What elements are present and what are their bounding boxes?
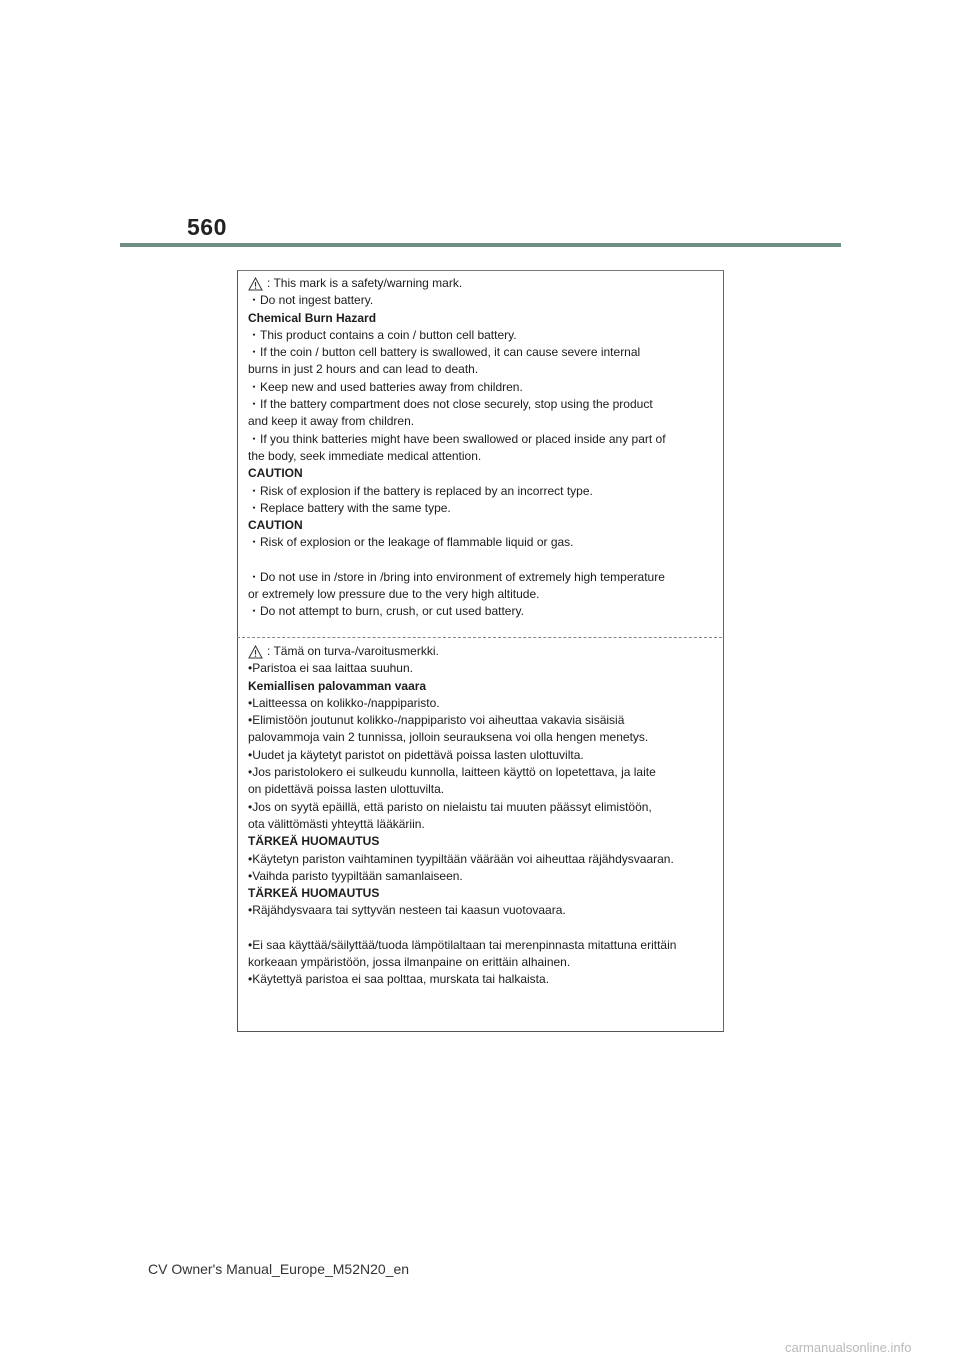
english-warning-lines <box>248 292 718 620</box>
warning-text-line: •Jos paristolokero ei sulkeudu kunnolla, laitteen käyttö on lopetettava, ja laite <box>248 765 656 780</box>
warning-triangle-icon <box>248 277 263 291</box>
warning-text-line: burns in just 2 hours and can lead to death. <box>248 362 479 377</box>
watermark: carmanualsonline.info <box>785 1340 912 1355</box>
warning-text-line: ・Keep new and used batteries away from children. <box>248 379 523 394</box>
finnish-warning-mark-line <box>248 643 718 660</box>
warning-text-line: •Vaihda paristo tyypiltään samanlaiseen. <box>248 868 463 883</box>
header-rule <box>120 243 841 247</box>
english-warning-mark-text: : This mark is a safety/warning mark. <box>267 276 463 290</box>
warning-text-line: ota välittömästi yhteyttä lääkäriin. <box>248 816 425 831</box>
warning-text-line: •Uudet ja käytetyt paristot on pidettävä poissa lasten ulottuvilta. <box>248 747 584 762</box>
warning-text-line: ・Do not use in /store in /bring into environment of extremely high temperature <box>248 569 665 584</box>
page-number: 560 <box>187 214 227 240</box>
section-heading: TÄRKEÄ HUOMAUTUS <box>248 834 380 849</box>
warning-text-line: •Paristoa ei saa laittaa suuhun. <box>248 661 413 676</box>
finnish-warning-section <box>248 643 718 989</box>
warning-text-line: ・If the battery compartment does not close securely, stop using the product <box>248 397 653 412</box>
warning-text-line: •Ei saa käyttää/säilyttää/tuoda lämpötilaltaan tai merenpinnasta mitattuna erittäin <box>248 937 677 952</box>
warning-text-line: ・This product contains a coin / button cell battery. <box>248 327 517 342</box>
warning-text-line: or extremely low pressure due to the very high altitude. <box>248 587 540 602</box>
warning-text-line: ・Risk of explosion if the battery is replaced by an incorrect type. <box>248 483 593 498</box>
warning-text-line: ・Replace battery with the same type. <box>248 500 451 515</box>
warning-text-line: •Räjähdysvaara tai syttyvän nesteen tai kaasun vuotovaara. <box>248 903 566 918</box>
warning-text-line: ・Risk of explosion or the leakage of flammable liquid or gas. <box>248 535 574 550</box>
warning-text-line: korkeaan ympäristöön, jossa ilmanpaine on erittäin alhainen. <box>248 955 571 970</box>
warning-text-line: ・If the coin / button cell battery is swallowed, it can cause severe internal <box>248 345 641 360</box>
language-divider <box>237 637 722 638</box>
warning-text-line: •Käytettyä paristoa ei saa polttaa, murskata tai halkaista. <box>248 972 550 987</box>
spacer <box>248 920 718 937</box>
finnish-warning-lines <box>248 660 718 988</box>
warning-text-line: ・Do not ingest battery. <box>248 293 374 308</box>
warning-text-line: ・If you think batteries might have been swallowed or placed inside any part of <box>248 431 666 446</box>
warning-text-line: and keep it away from children. <box>248 414 415 429</box>
warning-triangle-icon <box>248 645 263 659</box>
english-warning-section <box>248 275 718 621</box>
section-heading: Chemical Burn Hazard <box>248 310 377 325</box>
warning-text-line: palovammoja vain 2 tunnissa, jolloin seurauksena voi olla hengen menetys. <box>248 730 649 745</box>
warning-text-line: •Jos on syytä epäillä, että paristo on nielaistu tai muuten päässyt elimistöön, <box>248 799 652 814</box>
section-heading: TÄRKEÄ HUOMAUTUS <box>248 886 380 901</box>
spacer <box>248 552 718 569</box>
section-heading: CAUTION <box>248 518 303 533</box>
section-heading: CAUTION <box>248 466 303 481</box>
section-heading: Kemiallisen palovamman vaara <box>248 678 427 693</box>
warning-text-line: ・Do not attempt to burn, crush, or cut used battery. <box>248 604 524 619</box>
warning-text-line: •Käytetyn pariston vaihtaminen tyypiltään väärään voi aiheuttaa räjähdysvaaran. <box>248 851 674 866</box>
warning-text-line: •Laitteessa on kolikko-/nappiparisto. <box>248 695 440 710</box>
warning-text-line: •Elimistöön joutunut kolikko-/nappiparisto voi aiheuttaa vakavia sisäisiä <box>248 713 625 728</box>
english-warning-mark-line <box>248 275 718 292</box>
finnish-warning-mark-text: : Tämä on turva-/varoitusmerkki. <box>267 644 439 658</box>
warning-text-line: on pidettävä poissa lasten ulottuvilta. <box>248 782 445 797</box>
footer-manual-id: CV Owner's Manual_Europe_M52N20_en <box>148 1261 410 1277</box>
warning-text-line: the body, seek immediate medical attention. <box>248 448 482 463</box>
